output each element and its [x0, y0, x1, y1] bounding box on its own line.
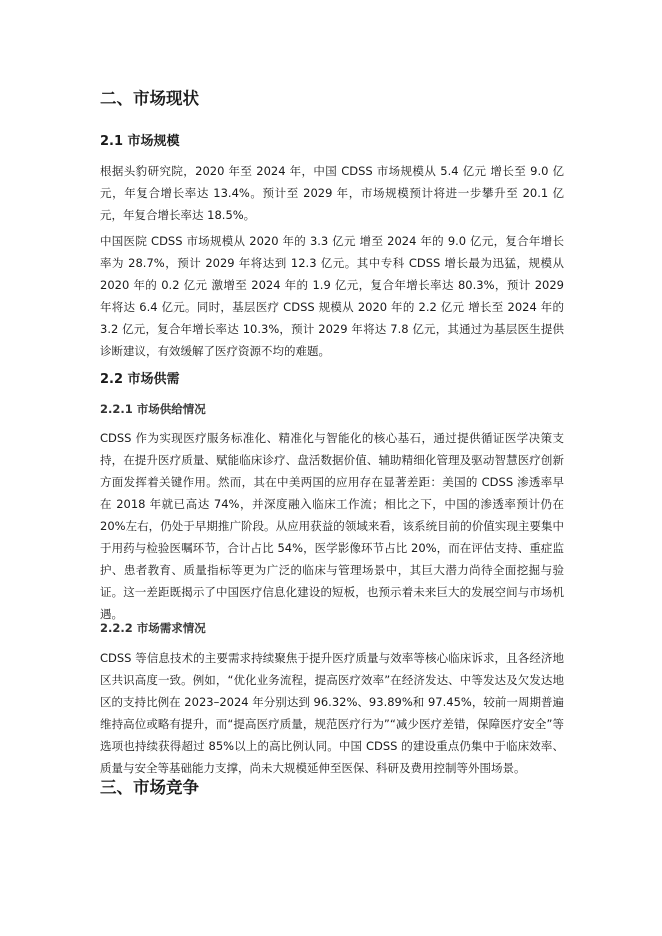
sub-subsection-title-demand: 2.2.2 市场需求情况	[100, 621, 206, 635]
section-title-market-status: 二、市场现状	[100, 89, 199, 108]
section-title-market-competition: 三、市场竞争	[100, 778, 199, 797]
subsection-title-market-scale: 2.1 市场规模	[100, 134, 180, 149]
subsection-title-supply-demand: 2.2 市场供需	[100, 372, 180, 387]
paragraph-market-scale-2: 中国医院 CDSS 市场规模从 2020 年的 3.3 亿元 增至 2024 年的 9.0 亿元，复合年增长率为 28.7%，预计 2029 年将达到 12.3 亿元。其中专科 CDSS 增长最为迅猛，规模从 2020 年的 0.2 亿元 激增至 2024 年的 1.9 亿元，复合年增长率达 80.3%，预计 2029 年将达 6.4 亿元。同时，基层医疗 CDSS 规模从 2020 年的 2.2 亿元 增长至 2024 年的 3.2 亿元，复合年增长率达 10.3%，预计 2029 年将达 7.8 亿元，其通过为基层医生提供诊断建议，有效缓解了医疗资源不均的难题。	[100, 234, 564, 358]
paragraph-market-scale-1: 根据头豹研究院，2020 年至 2024 年，中国 CDSS 市场规模从 5.4 亿元 增长至 9.0 亿元，年复合增长率达 13.4%。预计至 2029 年，市场规模预计将进一步攀升至 20.1 亿元，年复合增长率达 18.5%。	[100, 164, 564, 222]
sub-subsection-title-supply: 2.2.1 市场供给情况	[100, 402, 206, 416]
paragraph-market-demand: CDSS 等信息技术的主要需求持续聚焦于提升医疗质量与效率等核心临床诉求，且各经济地区共识高度一致。例如，“优化业务流程，提高医疗效率”在经济发达、中等发达及欠发达地区的支持比例在 2023–2024 年分别达到 96.32%、93.89%和 97.45%，较前一周期普遍维持高位或略有提升，而“提高医疗质量，规范医疗行为”“减少医疗差错，保障医疗安全”等选项也持续获得超过 85%以上的高比例认同。中国 CDSS 的建设重点仍集中于临床效率、质量与安全等基础能力支撑，尚未大规模延伸至医保、科研及费用控制等外围场景。	[100, 651, 564, 775]
paragraph-market-supply: CDSS 作为实现医疗服务标准化、精准化与智能化的核心基石，通过提供循证医学决策支持，在提升医疗质量、赋能临床诊疗、盘活数据价值、辅助精细化管理及驱动智慧医疗创新方面发挥着关键作用。然而，其在中美两国的应用存在显著差距：美国的 CDSS 渗透率早在 2018 年就已高达 74%，并深度融入临床工作流；相比之下，中国的渗透率预计仍在 20%左右，仍处于早期推广阶段。从应用获益的领域来看，该系统目前的价值实现主要集中于用药与检验医嘱环节，合计占比 54%，医学影像环节占比 20%，而在评估支持、重症监护、患者教育、质量指标等更为广泛的临床与管理场景中，其巨大潜力尚待全面挖掘与验证。这一差距既揭示了中国医疗信息化建设的短板，也预示着未来巨大的发展空间与市场机遇。	[100, 431, 564, 621]
